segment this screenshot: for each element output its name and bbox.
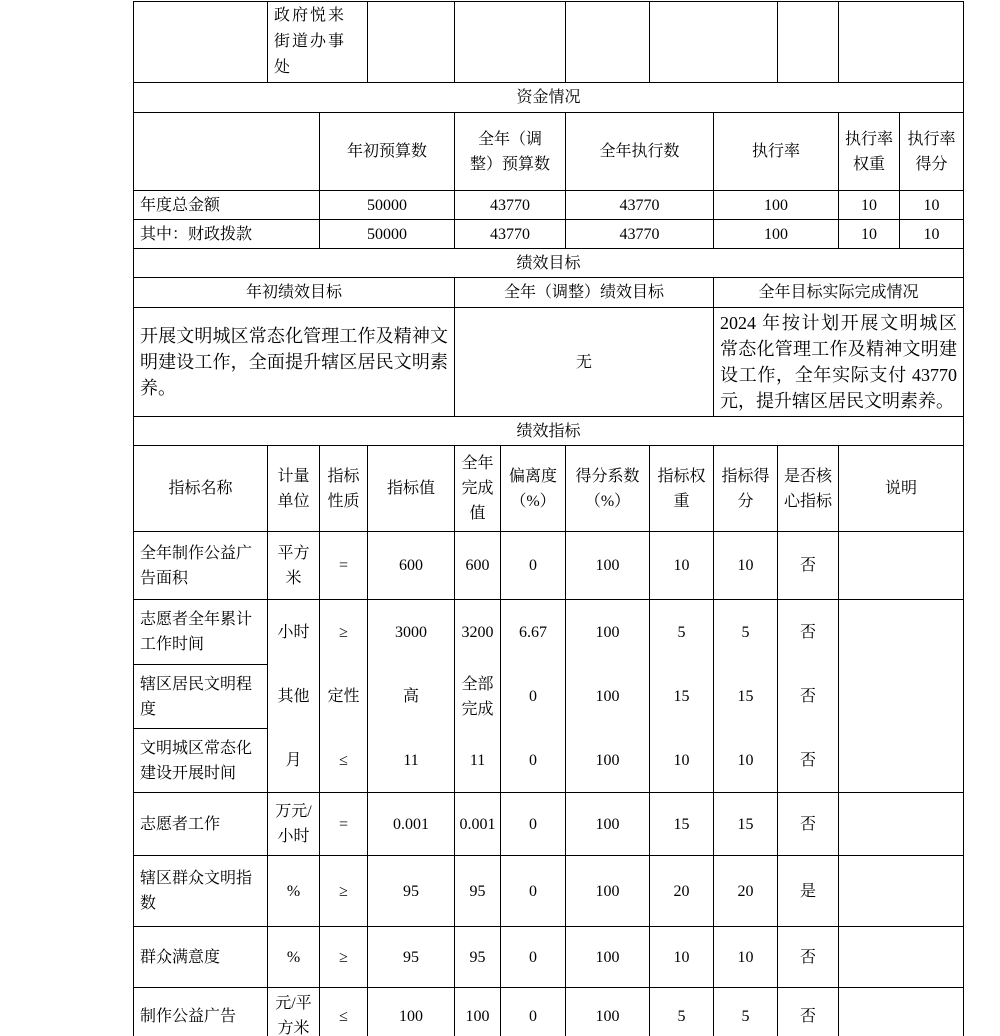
continuation-row [134, 2, 964, 83]
indicator-row [134, 793, 964, 856]
indicator-name-cell: 制作公益广告 [134, 988, 268, 1036]
indicator-core-cell: 是 [778, 856, 839, 927]
indicator-score-cell: 10 [714, 729, 778, 793]
indicator-deviation-cell: 6.67 [501, 600, 566, 665]
indicator-name-cell: 志愿者全年累计工作时间 [134, 600, 268, 665]
indicator-note-cell [839, 927, 964, 988]
indicator-coefficient-cell: 100 [566, 988, 650, 1036]
indicator-col-header: 指标性质 [320, 446, 368, 532]
indicator-coefficient-cell: 100 [566, 532, 650, 600]
indicator-note-cell [839, 665, 964, 729]
indicator-deviation-cell: 0 [501, 793, 566, 856]
indicator-target-cell: 3000 [368, 600, 455, 665]
indicator-row [134, 988, 964, 1036]
initial-goal-cell: 开展文明城区常态化管理工作及精神文明建设工作，全面提升辖区居民文明素养。 [134, 308, 455, 417]
indicator-col-header: 指标值 [368, 446, 455, 532]
indicators-section-row [134, 417, 964, 446]
indicator-core-cell: 否 [778, 665, 839, 729]
funding-value-cell: 50000 [320, 191, 455, 220]
funding-value-cell: 10 [900, 220, 964, 249]
indicator-target-cell: 95 [368, 927, 455, 988]
indicator-coefficient-cell: 100 [566, 793, 650, 856]
adjusted-goal-cell: 无 [455, 308, 714, 417]
indicator-note-cell [839, 856, 964, 927]
indicator-score-cell: 10 [714, 927, 778, 988]
indicator-core-cell: 否 [778, 729, 839, 793]
funding-value-cell: 100 [714, 191, 839, 220]
indicator-score-cell: 10 [714, 532, 778, 600]
indicator-score-cell: 15 [714, 665, 778, 729]
indicator-name-cell: 志愿者工作 [134, 793, 268, 856]
funding-section-title: 资金情况 [134, 83, 964, 113]
blank-cell [134, 2, 268, 83]
indicator-score-cell: 20 [714, 856, 778, 927]
indicator-row [134, 532, 964, 600]
funding-row-label: 其中：财政拨款 [134, 220, 320, 249]
indicator-col-header: 偏离度（%） [501, 446, 566, 532]
indicator-col-header: 是否核心指标 [778, 446, 839, 532]
funding-value-cell: 10 [839, 191, 900, 220]
indicator-name-cell: 全年制作公益广告面积 [134, 532, 268, 600]
funding-col-header: 全年（调整）预算数 [455, 113, 566, 191]
indicator-completed-cell: 100 [455, 988, 501, 1036]
blank-cell [566, 2, 650, 83]
indicator-unit-cell: % [268, 856, 320, 927]
indicator-deviation-cell: 0 [501, 532, 566, 600]
indicator-completed-cell: 0.001 [455, 793, 501, 856]
blank-cell [455, 2, 566, 83]
blank-cell [650, 2, 778, 83]
indicator-score-cell: 5 [714, 988, 778, 1036]
indicator-core-cell: 否 [778, 600, 839, 665]
goals-col-header: 年初绩效目标 [134, 278, 455, 308]
indicator-completed-cell: 600 [455, 532, 501, 600]
funding-col-header: 执行率权重 [839, 113, 900, 191]
indicator-core-cell: 否 [778, 988, 839, 1036]
funding-col-header: 全年执行数 [566, 113, 714, 191]
indicator-weight-cell: 5 [650, 988, 714, 1036]
indicator-col-header: 说明 [839, 446, 964, 532]
indicator-core-cell: 否 [778, 793, 839, 856]
indicator-target-cell: 600 [368, 532, 455, 600]
goals-header-row [134, 278, 964, 308]
indicator-unit-cell: 万元/小时 [268, 793, 320, 856]
indicator-weight-cell: 10 [650, 729, 714, 793]
funding-col-header: 年初预算数 [320, 113, 455, 191]
indicator-col-header: 指标得分 [714, 446, 778, 532]
indicator-note-cell [839, 729, 964, 793]
indicator-target-cell: 95 [368, 856, 455, 927]
indicator-target-cell: 100 [368, 988, 455, 1036]
indicator-nature-cell: ≥ [320, 600, 368, 665]
funding-value-cell: 10 [900, 191, 964, 220]
funding-col-header-blank [134, 113, 320, 191]
goals-section-title: 绩效目标 [134, 249, 964, 278]
funding-value-cell: 43770 [455, 220, 566, 249]
indicator-nature-cell: ≤ [320, 988, 368, 1036]
indicator-coefficient-cell: 100 [566, 729, 650, 793]
indicator-completed-cell: 95 [455, 856, 501, 927]
indicator-weight-cell: 15 [650, 665, 714, 729]
indicator-coefficient-cell: 100 [566, 665, 650, 729]
indicator-coefficient-cell: 100 [566, 600, 650, 665]
indicator-coefficient-cell: 100 [566, 856, 650, 927]
indicator-completed-cell: 95 [455, 927, 501, 988]
indicator-completed-cell: 3200 [455, 600, 501, 665]
actual-completion-cell: 2024 年按计划开展文明城区常态化管理工作及精神文明建设工作，全年实际支付 43770 元，提升辖区居民文明素养。 [714, 308, 964, 417]
indicator-unit-cell: % [268, 927, 320, 988]
funding-value-cell: 10 [839, 220, 900, 249]
goals-content-row [134, 308, 964, 417]
funding-data-row [134, 191, 964, 220]
indicator-deviation-cell: 0 [501, 927, 566, 988]
funding-header-row [134, 113, 964, 191]
indicator-weight-cell: 10 [650, 532, 714, 600]
indicator-unit-cell: 月 [268, 729, 320, 793]
indicator-col-header: 指标权重 [650, 446, 714, 532]
indicator-score-cell: 5 [714, 600, 778, 665]
indicator-nature-cell: ≤ [320, 729, 368, 793]
goals-col-header: 全年（调整）绩效目标 [455, 278, 714, 308]
indicator-row [134, 856, 964, 927]
indicator-col-header: 得分系数（%） [566, 446, 650, 532]
indicator-deviation-cell: 0 [501, 856, 566, 927]
goals-section-row [134, 249, 964, 278]
funding-col-header: 执行率 [714, 113, 839, 191]
indicator-col-header: 全年完成值 [455, 446, 501, 532]
funding-value-cell: 43770 [566, 191, 714, 220]
indicator-note-cell [839, 600, 964, 665]
funding-value-cell: 50000 [320, 220, 455, 249]
indicator-unit-cell: 平方米 [268, 532, 320, 600]
funding-section-row [134, 83, 964, 113]
indicator-target-cell: 高 [368, 665, 455, 729]
indicator-note-cell [839, 532, 964, 600]
funding-value-cell: 43770 [455, 191, 566, 220]
indicator-unit-cell: 其他 [268, 665, 320, 729]
indicators-header-row [134, 446, 964, 532]
indicator-row [134, 600, 964, 665]
indicator-unit-cell: 小时 [268, 600, 320, 665]
indicator-score-cell: 15 [714, 793, 778, 856]
indicator-row [134, 927, 964, 988]
blank-cell [778, 2, 839, 83]
indicator-weight-cell: 5 [650, 600, 714, 665]
indicator-name-cell: 群众满意度 [134, 927, 268, 988]
indicator-note-cell [839, 793, 964, 856]
blank-cell [839, 2, 964, 83]
indicators-section-title: 绩效指标 [134, 417, 964, 446]
indicator-coefficient-cell: 100 [566, 927, 650, 988]
funding-value-cell: 43770 [566, 220, 714, 249]
indicator-row [134, 729, 964, 793]
funding-value-cell: 100 [714, 220, 839, 249]
indicator-deviation-cell: 0 [501, 988, 566, 1036]
indicator-target-cell: 0.001 [368, 793, 455, 856]
indicator-nature-cell: = [320, 532, 368, 600]
indicator-completed-cell: 全部完成 [455, 665, 501, 729]
indicator-name-cell: 文明城区常态化建设开展时间 [134, 729, 268, 793]
indicator-deviation-cell: 0 [501, 729, 566, 793]
indicator-col-header: 指标名称 [134, 446, 268, 532]
indicator-completed-cell: 11 [455, 729, 501, 793]
indicator-nature-cell: ≥ [320, 856, 368, 927]
indicator-core-cell: 否 [778, 927, 839, 988]
indicator-core-cell: 否 [778, 532, 839, 600]
indicator-weight-cell: 15 [650, 793, 714, 856]
performance-evaluation-table [133, 1, 964, 1036]
indicator-nature-cell: = [320, 793, 368, 856]
indicator-weight-cell: 20 [650, 856, 714, 927]
indicator-weight-cell: 10 [650, 927, 714, 988]
indicator-deviation-cell: 0 [501, 665, 566, 729]
indicator-target-cell: 11 [368, 729, 455, 793]
department-name-cell: 政府悦来街道办事处 [268, 2, 368, 83]
indicator-nature-cell: 定性 [320, 665, 368, 729]
indicator-name-cell: 辖区居民文明程度 [134, 665, 268, 729]
indicator-col-header: 计量单位 [268, 446, 320, 532]
blank-cell [368, 2, 455, 83]
funding-data-row [134, 220, 964, 249]
indicator-row [134, 665, 964, 729]
indicator-name-cell: 辖区群众文明指数 [134, 856, 268, 927]
indicator-unit-cell: 元/平方米 [268, 988, 320, 1036]
goals-col-header: 全年目标实际完成情况 [714, 278, 964, 308]
funding-row-label: 年度总金额 [134, 191, 320, 220]
indicator-nature-cell: ≥ [320, 927, 368, 988]
funding-col-header: 执行率得分 [900, 113, 964, 191]
indicator-note-cell [839, 988, 964, 1036]
